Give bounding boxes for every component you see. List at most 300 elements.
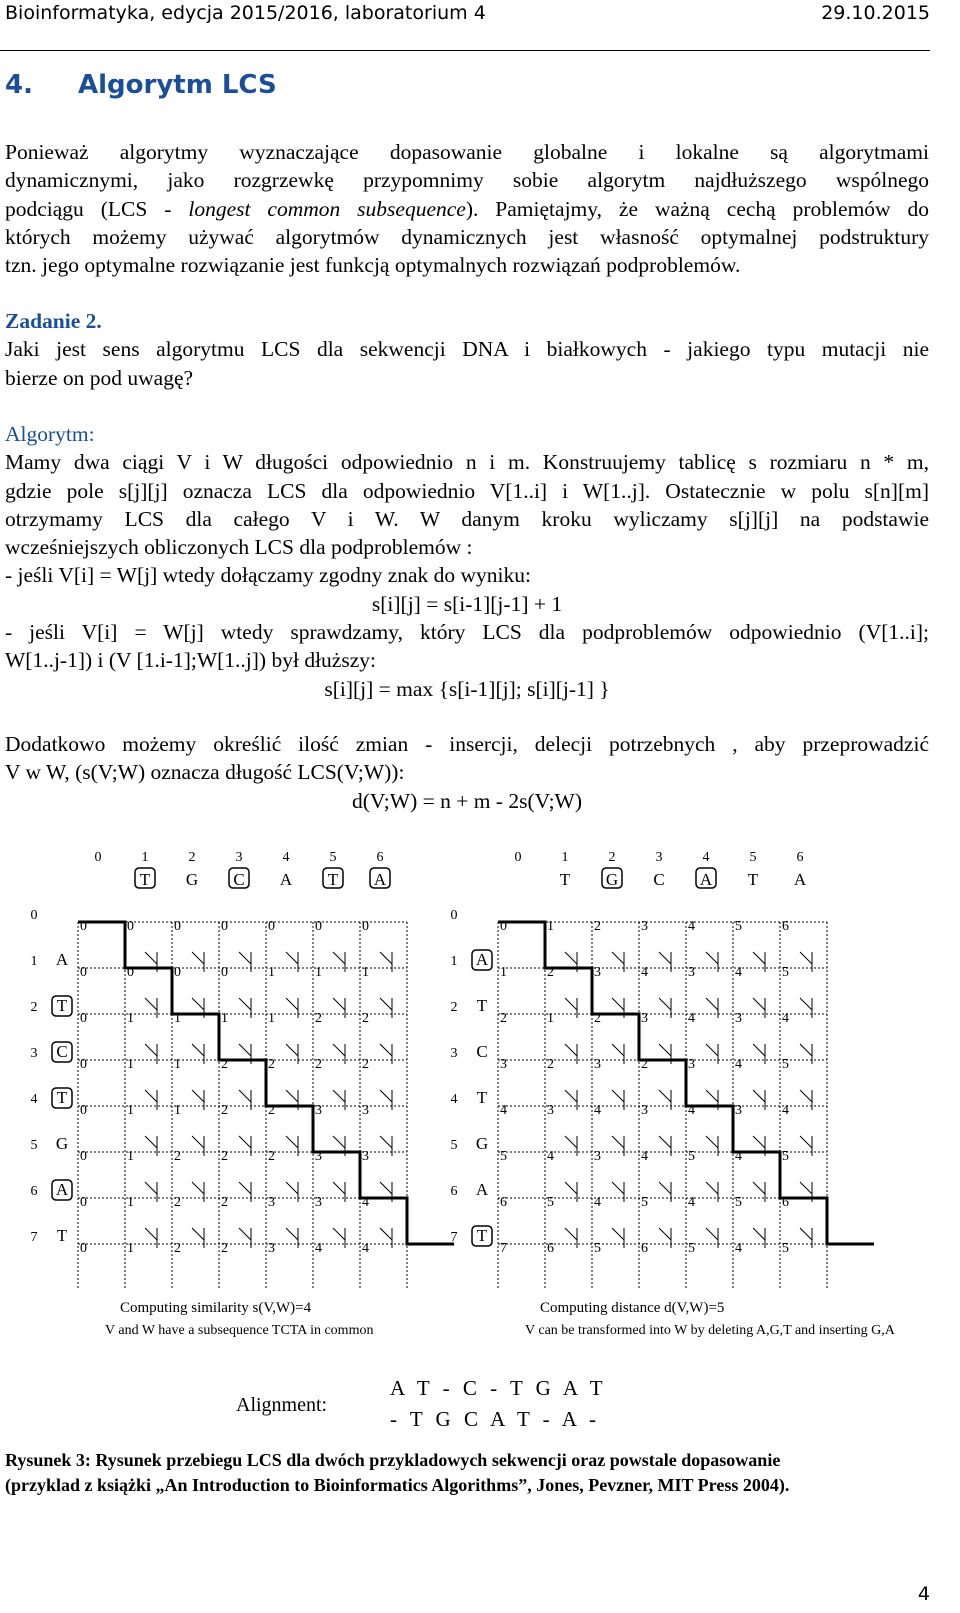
text-line: W[1..j-1]) i (V [1.i-1];W[1..j]) był dłuższy:	[5, 648, 376, 673]
algorithm-title: Algorytm:	[5, 422, 95, 446]
arrow-mark	[239, 1044, 251, 1056]
cell-value: 1	[127, 1149, 134, 1164]
cell-value: 4	[500, 1103, 507, 1118]
v-letter: C	[56, 1042, 68, 1061]
arrow-mark	[333, 1044, 345, 1056]
page-number: 4	[917, 1583, 930, 1605]
cell-value: 0	[80, 965, 87, 980]
cell-value: 5	[688, 1149, 695, 1164]
v-letter: T	[56, 1088, 68, 1107]
arrow-mark	[753, 1182, 765, 1194]
arrow-mark	[333, 1090, 345, 1102]
header-rule	[0, 50, 930, 51]
arrow-mark	[286, 1136, 298, 1148]
arrow-mark	[145, 1182, 157, 1194]
cell-value: 2	[362, 1057, 369, 1072]
cell-value: 1	[174, 1011, 181, 1026]
cell-value: 2	[221, 1103, 228, 1118]
arrow-mark	[239, 1136, 251, 1148]
right-panel	[451, 850, 896, 1338]
arrow-mark	[192, 998, 204, 1010]
row-index: 3	[30, 1046, 38, 1061]
cell-value: 3	[641, 919, 648, 934]
cell-value: 1	[547, 1011, 554, 1026]
arrow-mark	[800, 1182, 812, 1194]
column-index: 3	[655, 850, 663, 865]
cell-value: 1	[174, 1057, 181, 1072]
cell-value: 2	[547, 965, 554, 980]
arrow-mark	[612, 1044, 624, 1056]
arrow-mark	[380, 952, 392, 964]
column-index: 4	[282, 850, 290, 865]
arrow-mark	[800, 998, 812, 1010]
row-index: 2	[450, 1000, 458, 1015]
w-letter: T	[327, 870, 339, 889]
row-index: 6	[30, 1184, 38, 1199]
cell-value: 4	[782, 1011, 789, 1026]
arrow-mark	[286, 1182, 298, 1194]
cell-value: 3	[594, 1057, 601, 1072]
panel-caption: V can be transformed into W by deleting A,G,T and inserting G,A	[525, 1323, 895, 1338]
v-letter: G	[475, 1134, 489, 1153]
cell-value: 0	[80, 1057, 87, 1072]
formula: s[i][j] = s[i-1][j-1] + 1	[371, 591, 563, 616]
arrow-mark	[612, 952, 624, 964]
w-letter: C	[653, 870, 665, 889]
arrow-mark	[753, 952, 765, 964]
cell-value: 5	[782, 1057, 789, 1072]
arrow-mark	[333, 998, 345, 1010]
arrow-mark	[286, 1090, 298, 1102]
arrow-mark	[612, 1090, 624, 1102]
w-letter: T	[139, 870, 151, 889]
row-index: 1	[30, 954, 38, 969]
arrow-mark	[565, 952, 577, 964]
row-index: 7	[450, 1230, 458, 1245]
alignment-row: - T G C A T - A -	[390, 1407, 600, 1431]
cell-value: 1	[127, 1241, 134, 1256]
cell-value: 1	[174, 1103, 181, 1118]
cell-value: 6	[500, 1195, 507, 1210]
cell-value: 2	[221, 1057, 228, 1072]
v-letter: C	[476, 1042, 488, 1061]
arrow-mark	[380, 1182, 392, 1194]
header-date: 29.10.2015	[821, 2, 930, 24]
cell-value: 1	[127, 1195, 134, 1210]
row-index: 0	[450, 908, 458, 923]
column-index: 1	[141, 850, 149, 865]
cell-value: 0	[80, 919, 87, 934]
cell-value: 6	[641, 1241, 648, 1256]
alignment	[236, 1376, 607, 1431]
cell-value: 4	[641, 965, 648, 980]
cell-value: 6	[782, 919, 789, 934]
w-letter: G	[185, 870, 199, 889]
arrow-mark	[239, 952, 251, 964]
cell-value: 2	[315, 1011, 322, 1026]
arrow-mark	[612, 1228, 624, 1240]
column-index: 5	[329, 850, 337, 865]
cell-value: 4	[362, 1195, 369, 1210]
cell-value: 3	[362, 1149, 369, 1164]
cell-value: 4	[547, 1149, 554, 1164]
text-line: Ponieważ algorytmy wyznaczające dopasowanie globalne i lokalne są algorytmami	[5, 140, 929, 164]
arrow-mark	[333, 952, 345, 964]
arrow-mark	[659, 998, 671, 1010]
cell-value: 0	[315, 919, 322, 934]
arrow-mark	[800, 1090, 812, 1102]
row-index: 0	[30, 908, 38, 923]
text-line: dynamicznymi, jako rozgrzewkę przypomnimy sobie algorytm najdłuższego wspólnego	[5, 168, 929, 193]
arrow-mark	[706, 1090, 718, 1102]
cell-value: 3	[547, 1103, 554, 1118]
cell-value: 2	[268, 1149, 275, 1164]
panel-caption: V and W have a subsequence TCTA in common	[105, 1323, 374, 1338]
cell-value: 4	[688, 1195, 695, 1210]
v-letter: A	[475, 1180, 489, 1199]
cell-value: 7	[500, 1241, 507, 1256]
figure-caption	[5, 1448, 930, 1498]
cell-value: 5	[735, 919, 742, 934]
row-index: 4	[30, 1092, 38, 1107]
arrow-mark	[286, 1228, 298, 1240]
cell-value: 0	[80, 1149, 87, 1164]
cell-value: 4	[362, 1241, 369, 1256]
column-index: 6	[376, 850, 384, 865]
header-title: Bioinformatyka, edycja 2015/2016, laboratorium 4	[5, 2, 486, 24]
v-letter: T	[56, 1226, 68, 1245]
cell-value: 0	[362, 919, 369, 934]
cell-value: 3	[641, 1103, 648, 1118]
arrow-mark	[706, 1228, 718, 1240]
panel-caption: Computing similarity s(V,W)=4	[120, 1300, 312, 1316]
formula: s[i][j] = max {s[i-1][j]; s[i][j-1] }	[324, 676, 610, 701]
arrow-mark	[192, 1182, 204, 1194]
arrow-mark	[612, 998, 624, 1010]
cell-value: 2	[547, 1057, 554, 1072]
cell-value: 3	[362, 1103, 369, 1118]
cell-value: 2	[315, 1057, 322, 1072]
cell-value: 3	[315, 1103, 322, 1118]
arrow-mark	[565, 998, 577, 1010]
panel-caption: Computing distance d(V,W)=5	[540, 1300, 725, 1316]
arrow-mark	[659, 1182, 671, 1194]
cell-value: 4	[641, 1149, 648, 1164]
text-line: wcześniejszych obliczonych LCS dla podproblemów :	[5, 535, 473, 560]
caption-line: (przyklad z książki „An Introduction to Bioinformatics Algorithms”, Jones, Pevzner, MIT Press 2004).	[5, 1475, 790, 1495]
cell-value: 4	[735, 1057, 742, 1072]
arrow-mark	[565, 1136, 577, 1148]
arrow-mark	[753, 1228, 765, 1240]
w-letter: T	[559, 870, 571, 889]
arrow-mark	[192, 1228, 204, 1240]
cell-value: 5	[641, 1195, 648, 1210]
cell-value: 0	[500, 919, 507, 934]
text-span: ). Pamiętajmy, że ważną cechą problemów do	[465, 196, 929, 221]
arrow-mark	[192, 952, 204, 964]
cell-value: 5	[782, 1241, 789, 1256]
cell-value: 0	[221, 919, 228, 934]
arrow-mark	[333, 1228, 345, 1240]
cell-value: 1	[268, 965, 275, 980]
cell-value: 5	[547, 1195, 554, 1210]
column-index: 5	[749, 850, 757, 865]
cell-value: 2	[221, 1149, 228, 1164]
column-index: 4	[702, 850, 710, 865]
arrow-mark	[659, 1044, 671, 1056]
cell-value: 5	[688, 1241, 695, 1256]
text-line: Jaki jest sens algorytmu LCS dla sekwencji DNA i białkowych - jakiego typu mutacji nie	[5, 337, 929, 362]
arrow-mark	[239, 1090, 251, 1102]
text-line: otrzymamy LCS dla całego V i W. W danym kroku wyliczamy s[j][j] na podstawie	[5, 506, 929, 531]
column-index: 1	[561, 850, 569, 865]
cell-value: 3	[315, 1195, 322, 1210]
column-index: 3	[235, 850, 243, 865]
alignment-row: A T - C - T G A T	[390, 1376, 607, 1400]
cell-value: 0	[268, 919, 275, 934]
cell-value: 5	[782, 1149, 789, 1164]
arrow-mark	[192, 1090, 204, 1102]
arrow-mark	[565, 1090, 577, 1102]
page-header	[0, 0, 960, 52]
v-letter: T	[476, 1088, 488, 1107]
cell-value: 3	[688, 1057, 695, 1072]
cell-value: 1	[127, 1011, 134, 1026]
arrow-mark	[380, 1228, 392, 1240]
arrow-mark	[706, 1182, 718, 1194]
w-letter: T	[747, 870, 759, 889]
cell-value: 3	[688, 965, 695, 980]
lcs-figure	[0, 840, 960, 1440]
distance-block	[5, 730, 929, 815]
cell-value: 6	[547, 1241, 554, 1256]
arrow-mark	[239, 998, 251, 1010]
caption-line: Rysunek 3: Rysunek przebiegu LCS dla dwóch przykladowych sekwencji oraz powstale dopasowanie	[5, 1450, 781, 1470]
cell-value: 2	[268, 1103, 275, 1118]
cell-value: 4	[688, 919, 695, 934]
arrow-mark	[659, 1136, 671, 1148]
cell-value: 1	[315, 965, 322, 980]
arrow-mark	[706, 1044, 718, 1056]
text-line: których możemy używać algorytmów dynamicznych jest własność optymalnej podstruktury	[5, 224, 929, 249]
arrow-mark	[800, 952, 812, 964]
row-index: 1	[450, 954, 458, 969]
cell-value: 4	[594, 1195, 601, 1210]
cell-value: 3	[594, 965, 601, 980]
text-line: Mamy dwa ciągi V i W długości odpowiednio n i m. Konstruujemy tablicę s rozmiaru n * m,	[5, 450, 929, 475]
cell-value: 6	[782, 1195, 789, 1210]
cell-value: 4	[594, 1103, 601, 1118]
arrow-mark	[145, 998, 157, 1010]
text-line: gdzie pole s[j][j] oznacza LCS dla odpowiednio V[1..i] i W[1..j]. Ostatecznie w polu s[n][m]	[5, 478, 929, 503]
arrow-mark	[145, 1228, 157, 1240]
cell-value: 4	[782, 1103, 789, 1118]
cell-value: 2	[174, 1195, 181, 1210]
v-letter: G	[55, 1134, 69, 1153]
cell-value: 5	[782, 965, 789, 980]
column-index: 0	[514, 850, 522, 865]
section-heading	[5, 70, 277, 100]
cell-value: 1	[547, 919, 554, 934]
cell-value: 4	[688, 1011, 695, 1026]
v-letter: T	[476, 1226, 488, 1245]
cell-value: 1	[362, 965, 369, 980]
alignment-label: Alignment:	[236, 1394, 328, 1416]
row-index: 2	[30, 1000, 38, 1015]
arrow-mark	[565, 1228, 577, 1240]
arrow-mark	[239, 1228, 251, 1240]
w-letter: A	[699, 870, 713, 889]
arrow-mark	[286, 952, 298, 964]
arrow-mark	[145, 952, 157, 964]
arrow-mark	[380, 1044, 392, 1056]
text-line: Dodatkowo możemy określić ilość zmian - insercji, delecji potrzebnych , aby przeprowadzić	[5, 732, 929, 756]
column-index: 6	[796, 850, 804, 865]
cell-value: 0	[80, 1241, 87, 1256]
cell-value: 4	[688, 1103, 695, 1118]
cell-value: 2	[641, 1057, 648, 1072]
arrow-mark	[380, 1136, 392, 1148]
text-line: - jeśli V[i] = W[j] wtedy dołączamy zgodny znak do wyniku:	[5, 563, 532, 588]
row-index: 4	[450, 1092, 458, 1107]
cell-value: 3	[594, 1149, 601, 1164]
cell-value: 5	[594, 1241, 601, 1256]
w-letter: A	[279, 870, 293, 889]
w-letter: C	[233, 870, 245, 889]
cell-value: 1	[127, 1057, 134, 1072]
arrow-mark	[800, 1228, 812, 1240]
section-number: 4.	[5, 70, 33, 100]
cell-value: 2	[362, 1011, 369, 1026]
arrow-mark	[800, 1136, 812, 1148]
arrow-mark	[145, 1136, 157, 1148]
arrow-mark	[145, 1044, 157, 1056]
arrow-mark	[192, 1136, 204, 1148]
cell-value: 2	[174, 1149, 181, 1164]
row-index: 5	[30, 1138, 38, 1153]
v-letter: A	[475, 950, 489, 969]
task-title: Zadanie 2.	[5, 309, 102, 333]
arrow-mark	[706, 952, 718, 964]
cell-value: 0	[174, 919, 181, 934]
w-letter: A	[793, 870, 807, 889]
arrow-mark	[380, 1090, 392, 1102]
cell-value: 1	[500, 965, 507, 980]
cell-value: 1	[127, 1103, 134, 1118]
cell-value: 4	[315, 1241, 322, 1256]
algorithm-block	[5, 420, 929, 703]
cell-value: 0	[80, 1011, 87, 1026]
cell-value: 0	[127, 965, 134, 980]
arrow-mark	[753, 1136, 765, 1148]
arrow-mark	[612, 1136, 624, 1148]
arrow-mark	[380, 998, 392, 1010]
arrow-mark	[659, 1090, 671, 1102]
row-index: 6	[450, 1184, 458, 1199]
cell-value: 1	[221, 1011, 228, 1026]
arrow-mark	[659, 952, 671, 964]
cell-value: 2	[221, 1195, 228, 1210]
v-letter: A	[55, 950, 69, 969]
cell-value: 3	[315, 1149, 322, 1164]
cell-value: 3	[500, 1057, 507, 1072]
italic-term: longest common subsequence	[188, 196, 466, 221]
cell-value: 0	[174, 965, 181, 980]
cell-value: 3	[735, 1011, 742, 1026]
text-line: bierze on pod uwagę?	[5, 365, 194, 390]
row-index: 7	[30, 1230, 38, 1245]
arrow-mark	[659, 1228, 671, 1240]
intro-paragraph	[5, 138, 929, 279]
w-letter: G	[605, 870, 619, 889]
cell-value: 3	[641, 1011, 648, 1026]
v-letter: T	[476, 996, 488, 1015]
cell-value: 0	[221, 965, 228, 980]
text-line: tzn. jego optymalne rozwiązanie jest funkcją optymalnych rozwiązań podproblemów.	[5, 253, 741, 278]
text-line: - jeśli V[i] = W[j] wtedy sprawdzamy, który LCS dla podproblemów odpowiednio (V[1..i];	[5, 620, 929, 645]
cell-value: 3	[735, 1103, 742, 1118]
column-index: 2	[188, 850, 196, 865]
arrow-mark	[145, 1090, 157, 1102]
cell-value: 2	[500, 1011, 507, 1026]
cell-value: 2	[594, 1011, 601, 1026]
w-letter: A	[373, 870, 387, 889]
cell-value: 3	[268, 1195, 275, 1210]
arrow-mark	[239, 1182, 251, 1194]
arrow-mark	[753, 1044, 765, 1056]
cell-value: 4	[735, 965, 742, 980]
cell-value: 2	[221, 1241, 228, 1256]
arrow-mark	[706, 1136, 718, 1148]
column-index: 0	[94, 850, 102, 865]
arrow-mark	[565, 1044, 577, 1056]
arrow-mark	[565, 1182, 577, 1194]
section-title: Algorytm LCS	[78, 70, 277, 100]
cell-value: 0	[80, 1195, 87, 1210]
cell-value: 0	[80, 1103, 87, 1118]
formula: d(V;W) = n + m - 2s(V;W)	[351, 788, 583, 813]
task-block	[5, 307, 929, 392]
arrow-mark	[286, 998, 298, 1010]
v-letter: A	[55, 1180, 69, 1199]
cell-value: 1	[268, 1011, 275, 1026]
cell-value: 0	[127, 919, 134, 934]
cell-value: 3	[268, 1241, 275, 1256]
row-index: 3	[450, 1046, 458, 1061]
cell-value: 2	[268, 1057, 275, 1072]
text-span: podciągu (LCS -	[5, 196, 189, 221]
cell-value: 2	[594, 919, 601, 934]
row-index: 5	[450, 1138, 458, 1153]
cell-value: 4	[735, 1149, 742, 1164]
column-index: 2	[608, 850, 616, 865]
cell-value: 5	[735, 1195, 742, 1210]
arrow-mark	[333, 1136, 345, 1148]
arrow-mark	[800, 1044, 812, 1056]
cell-value: 4	[735, 1241, 742, 1256]
v-letter: T	[56, 996, 68, 1015]
arrow-mark	[286, 1044, 298, 1056]
arrow-mark	[753, 998, 765, 1010]
arrow-mark	[753, 1090, 765, 1102]
arrow-mark	[333, 1182, 345, 1194]
arrow-mark	[192, 1044, 204, 1056]
left-panel	[31, 850, 455, 1338]
cell-value: 5	[500, 1149, 507, 1164]
arrow-mark	[612, 1182, 624, 1194]
arrow-mark	[706, 998, 718, 1010]
text-line	[5, 195, 929, 223]
